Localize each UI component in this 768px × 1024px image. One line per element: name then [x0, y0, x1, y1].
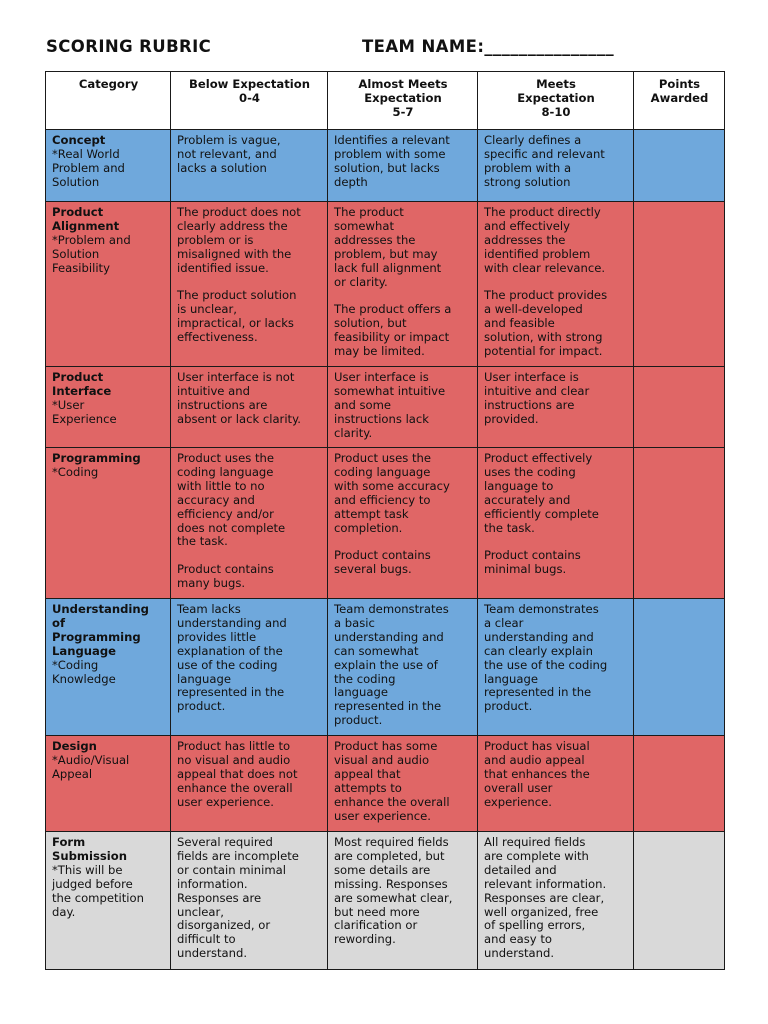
- category-title: Product Interface: [52, 370, 112, 398]
- below-expectation-cell: Product uses the coding language with little to no accuracy and efficiency and/or does not complete the task. Product contains many bugs.: [171, 448, 328, 599]
- almost-meets-cell: Team demonstrates a basic understanding and can somewhat explain the use of the coding language represented in the product.: [328, 599, 478, 736]
- meets-expectation-cell: Product has visual and audio appeal that enhances the overall user experience.: [478, 736, 634, 832]
- header-row: [46, 72, 725, 130]
- category-cell: [46, 130, 171, 202]
- column-header-almost: Almost Meets Expectation 5-7: [328, 72, 478, 130]
- points-awarded-cell[interactable]: [634, 130, 725, 202]
- almost-meets-cell: Identifies a relevant problem with some solution, but lacks depth: [328, 130, 478, 202]
- almost-meets-cell: Product has some visual and audio appeal that attempts to enhance the overall user experience.: [328, 736, 478, 832]
- table-row: [46, 130, 725, 202]
- category-cell: [46, 448, 171, 599]
- column-header-below: Below Expectation 0-4: [171, 72, 328, 130]
- team-name-field[interactable]: TEAM NAME:_______________: [362, 37, 615, 56]
- category-subtitle: *User Experience: [52, 397, 117, 426]
- category-title: Form Submission: [52, 835, 127, 863]
- column-header-meets: Meets Expectation 8-10: [478, 72, 634, 130]
- table-row: [46, 736, 725, 832]
- category-subtitle: *Real World Problem and Solution: [52, 146, 125, 189]
- page-title: SCORING RUBRIC: [46, 37, 212, 56]
- category-title: Product Alignment: [52, 205, 120, 233]
- category-cell: [46, 202, 171, 367]
- below-expectation-cell: Several required fields are incomplete or contain minimal information. Responses are unclear, disorganized, or difficult to understand.: [171, 832, 328, 970]
- points-awarded-cell[interactable]: [634, 736, 725, 832]
- almost-meets-cell: The product somewhat addresses the problem, but may lack full alignment or clarity. The product offers a solution, but feasibility or impact may be limited.: [328, 202, 478, 367]
- almost-meets-cell: User interface is somewhat intuitive and some instructions lack clarity.: [328, 367, 478, 448]
- points-awarded-cell[interactable]: [634, 832, 725, 970]
- meets-expectation-cell: Clearly defines a specific and relevant problem with a strong solution: [478, 130, 634, 202]
- points-awarded-cell[interactable]: [634, 448, 725, 599]
- meets-expectation-cell: All required fields are complete with detailed and relevant information. Responses are clear, well organized, free of spelling errors, and easy to understand.: [478, 832, 634, 970]
- category-title: Programming: [52, 451, 141, 465]
- category-subtitle: *Audio/Visual Appeal: [52, 752, 130, 781]
- below-expectation-cell: The product does not clearly address the problem or is misaligned with the identified issue. The product solution is unclear, impractical, or lacks effectiveness.: [171, 202, 328, 367]
- table-row: [46, 832, 725, 970]
- category-title: Understanding of Programming Language: [52, 602, 149, 658]
- meets-expectation-cell: The product directly and effectively addresses the identified problem with clear relevance. The product provides a well-developed and feasible solution, with strong potential for impact.: [478, 202, 634, 367]
- category-subtitle: *Coding: [52, 464, 99, 479]
- category-cell: [46, 832, 171, 970]
- below-expectation-cell: Product has little to no visual and audio appeal that does not enhance the overall user experience.: [171, 736, 328, 832]
- almost-meets-cell: Most required fields are completed, but some details are missing. Responses are somewhat clear, but need more clarification or rewording.: [328, 832, 478, 970]
- table-row: [46, 599, 725, 736]
- category-title: Design: [52, 739, 97, 753]
- points-awarded-cell[interactable]: [634, 202, 725, 367]
- below-expectation-cell: Problem is vague, not relevant, and lacks a solution: [171, 130, 328, 202]
- category-subtitle: *Coding Knowledge: [52, 657, 116, 686]
- table-row: [46, 367, 725, 448]
- category-cell: [46, 736, 171, 832]
- points-awarded-cell[interactable]: [634, 367, 725, 448]
- below-expectation-cell: User interface is not intuitive and instructions are absent or lack clarity.: [171, 367, 328, 448]
- below-expectation-cell: Team lacks understanding and provides little explanation of the use of the coding language represented in the product.: [171, 599, 328, 736]
- almost-meets-cell: Product uses the coding language with some accuracy and efficiency to attempt task completion. Product contains several bugs.: [328, 448, 478, 599]
- scoring-rubric-table: [45, 71, 725, 970]
- table-row: [46, 202, 725, 367]
- column-header-points: Points Awarded: [634, 72, 725, 130]
- category-cell: [46, 367, 171, 448]
- category-subtitle: *This will be judged before the competition day.: [52, 862, 144, 919]
- category-cell: [46, 599, 171, 736]
- meets-expectation-cell: User interface is intuitive and clear instructions are provided.: [478, 367, 634, 448]
- category-subtitle: *Problem and Solution Feasibility: [52, 232, 131, 275]
- column-header-category: Category: [46, 72, 171, 130]
- meets-expectation-cell: Team demonstrates a clear understanding and can clearly explain the use of the coding language represented in the product.: [478, 599, 634, 736]
- meets-expectation-cell: Product effectively uses the coding language to accurately and efficiently complete the task. Product contains minimal bugs.: [478, 448, 634, 599]
- category-title: Concept: [52, 133, 106, 147]
- points-awarded-cell[interactable]: [634, 599, 725, 736]
- table-row: [46, 448, 725, 599]
